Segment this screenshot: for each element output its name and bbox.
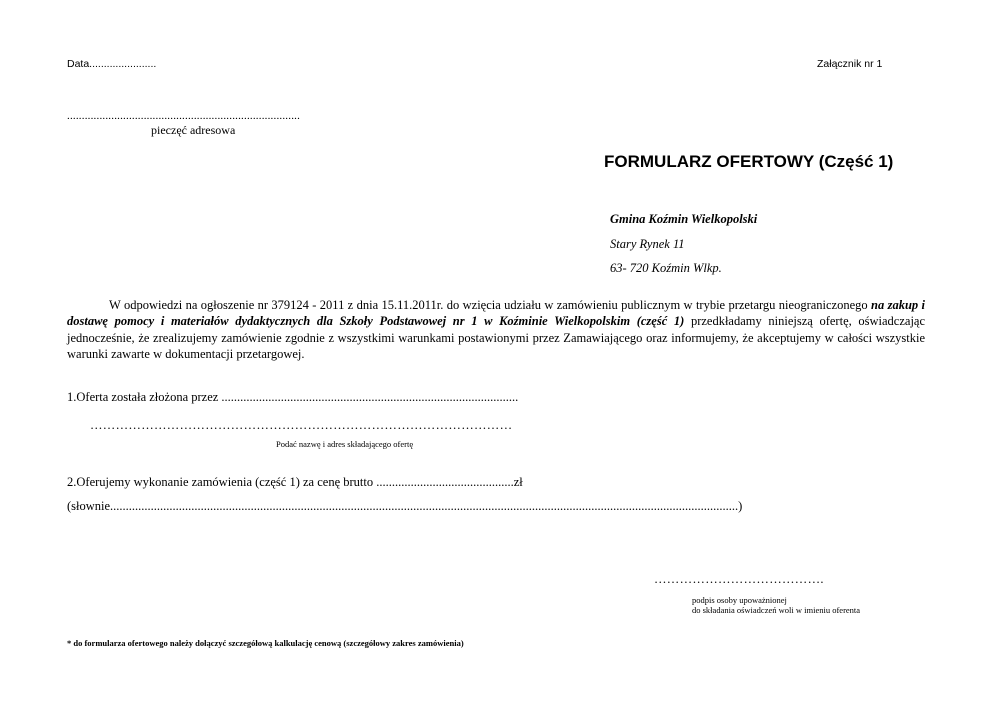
- offer-submitter-line2: ………………………………………………………………………………………: [90, 418, 513, 432]
- signature-line: ………………………………….: [654, 572, 824, 586]
- recipient-street: Stary Rynek 11: [610, 237, 685, 251]
- paragraph-part2: przedkładamy niniejszą ofertę, oświadczając jednocześnie, że zrealizujemy zamówienie zgodnie z wszystkimi warunkami postawionymi przez Zamawiającego oraz informujemy, że akceptujemy w całości wszystkie warunki zawarte w dokumentacji przetargowej.: [67, 314, 926, 362]
- signature-label-2: do składania oświadczeń woli w imieniu oferenta: [692, 605, 861, 615]
- footnote: * do formularza ofertowego należy dołączyć szczegółową kalkulację cenową (szczegółowy zakres zamówienia): [67, 638, 464, 648]
- paragraph-emphasis: na zakup i dostawę pomocy i materiałów dydaktycznych dla Szkoły Podstawowej nr 1 w Koźminie Wielkopolskim (część 1): [67, 298, 925, 329]
- main-paragraph: [67, 297, 925, 363]
- seal-label: pieczęć adresowa: [151, 123, 236, 137]
- signature-label-1: podpis osoby upoważnionej: [692, 595, 787, 605]
- seal-dotted-line: ...............................................................................: [67, 110, 301, 122]
- attachment-number: Załącznik nr 1: [817, 58, 883, 70]
- form-title: FORMULARZ OFERTOWY (Część 1): [604, 152, 894, 171]
- paragraph-part1: W odpowiedzi na ogłoszenie nr 379124 - 2011 z dnia 15.11.2011r. do wzięcia udziału w zamówieniu publicznym w trybie przetargu nieograniczonego: [109, 298, 872, 312]
- gross-price-field: 2.Oferujemy wykonanie zamówienia (część 1) za cenę brutto ............................................zł: [67, 475, 523, 489]
- offer-submitter-hint: Podać nazwę i adres składającego ofertę: [276, 439, 414, 449]
- price-in-words-field: (słownie.........................................................................................................................................................................................................): [67, 499, 743, 513]
- offer-submitter-field: 1.Oferta została złożona przez ...............................................................................................: [67, 390, 519, 404]
- recipient-city: 63- 720 Koźmin Wlkp.: [610, 261, 722, 275]
- recipient-name: Gmina Koźmin Wielkopolski: [610, 212, 758, 226]
- date-field: Data.......................: [67, 58, 157, 70]
